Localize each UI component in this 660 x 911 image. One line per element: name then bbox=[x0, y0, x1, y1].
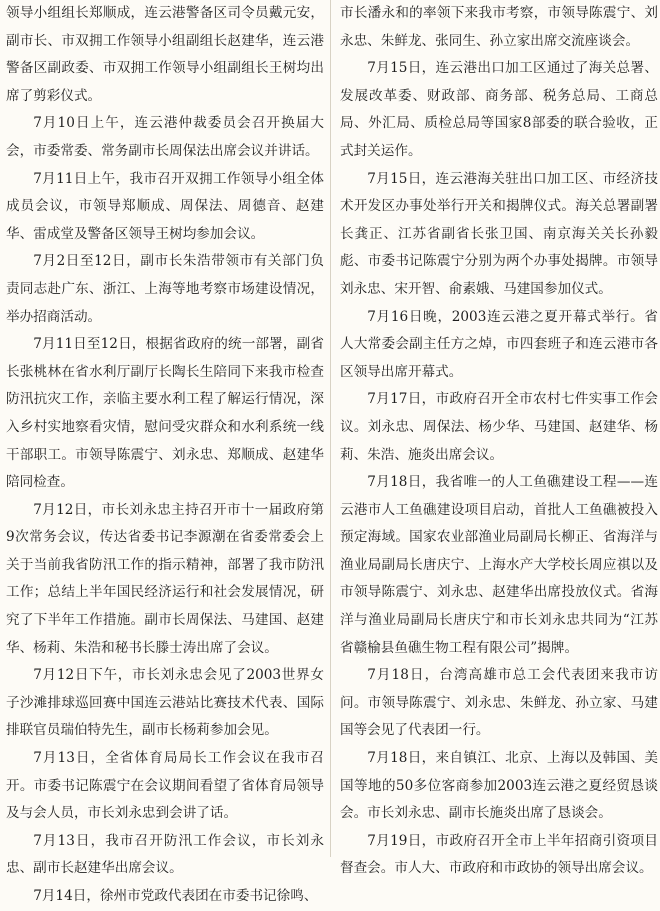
paragraph: 7月11日至12日，根据省政府的统一部署，副省长张桃林在省水利厅副厅长陶长生陪同下来我市检查防汛抗灾工作，亲临主要水利工程了解运行情况，深入乡村实地察看灾情，慰问受灾群众和水利系统一线干部职工。市领导陈震宁、刘永忠、郑顺成、赵建华陪同检查。 bbox=[6, 336, 324, 491]
paragraph: 7月2日至12日，副市长朱浩带领市有关部门负责同志赴广东、浙江、上海等地考察市场建设情况，举办招商活动。 bbox=[6, 253, 324, 325]
paragraph: 7月16日晚，2003连云港之夏开幕式举行。省人大常委会副主任方之焯，市四套班子和连云港市各区领导出席开幕式。 bbox=[340, 308, 658, 380]
paragraph: 7月14日，徐州市党政代表团在市委书记徐鸣、 bbox=[33, 888, 318, 904]
paragraph: 7月15日，连云港海关驻出口加工区、市经济技术开发区办事处举行开关和揭牌仪式。海关总署副署长龚正、江苏省副省长张卫国、南京海关关长孙毅彪、市委书记陈震宁分别为两个办事处揭牌。市领导刘永忠、宋开智、俞素娥、马建国参加仪式。 bbox=[340, 170, 658, 297]
right-column bbox=[340, 0, 658, 883]
paragraph: 7月13日，我市召开防汛工作会议，市长刘永忠、副市长赵建华出席会议。 bbox=[6, 832, 324, 877]
paragraph: 7月17日，市政府召开全市农村七件实事工作会议。刘永忠、周保法、杨少华、马建国、赵建华、杨莉、朱浩、施炎出席会议。 bbox=[340, 391, 658, 463]
paragraph: 7月19日，市政府召开全市上半年招商引资项目督查会。市人大、市政府和市政协的领导出席会议。 bbox=[340, 832, 658, 877]
paragraph: 7月12日，市长刘永忠主持召开市十一届政府第9次常务会议，传达省委书记李源潮在省委常委会上关于当前我省防汛工作的指示精神，部署了我市防汛工作；总结上半年国民经济运行和社会发展情况，研究了下半年工作措施。副市长周保法、马建国、赵建华、杨莉、朱浩和秘书长滕士涛出席了会议。 bbox=[6, 501, 324, 656]
paragraph: 7月18日，台湾高雄市总工会代表团来我市访问。市领导陈震宁、刘永忠、朱鲜龙、孙立家、马建国等会见了代表团一行。 bbox=[340, 667, 658, 739]
paragraph: 7月13日，全省体育局局长工作会议在我市召开。市委书记陈震宁在会议期间看望了省体育局领导及与会人员，市长刘永忠到会讲了话。 bbox=[6, 750, 324, 822]
column-divider bbox=[330, 0, 331, 857]
paragraph: 7月10日上午，连云港仲裁委员会召开换届大会，市委常委、常务副市长周保法出席会议并讲话。 bbox=[6, 115, 324, 159]
paragraph: 7月18日，我省唯一的人工鱼礁建设工程——连云港市人工鱼礁建设项目启动，首批人工鱼礁被投入预定海域。国家农业部渔业局副局长柳正、省海洋与渔业局副局长唐庆宁、上海水产大学校长周应祺以及市领导陈震宁、刘永忠、赵建华出席投放仪式。省海洋与渔业局副局长唐庆宁和市长刘永忠共同为“江苏省赣榆县鱼礁生物工程有限公司”揭牌。 bbox=[340, 474, 658, 656]
paragraph: 7月12日下午，市长刘永忠会见了2003世界女子沙滩排球巡回赛中国连云港站比赛技术代表、国际排联官员瑞伯特先生，副市长杨莉参加会见。 bbox=[6, 667, 324, 739]
paragraph: 7月11日上午，我市召开双拥工作领导小组全体成员会议，市领导郑顺成、周保法、周德音、赵建华、雷成堂及警备区领导王树均参加会议。 bbox=[6, 170, 324, 242]
paragraph: 7月18日，来自镇江、北京、上海以及韩国、美国等地的50多位客商参加2003连云港之夏经贸恳谈会。市长刘永忠、副市长施炎出席了恳谈会。 bbox=[340, 750, 658, 822]
paragraph: 市长潘永和的率领下来我市考察，市领导陈震宁、刘永忠、朱鲜龙、张同生、孙立家出席交流座谈会。 bbox=[340, 5, 658, 49]
paragraph: 7月15日，连云港出口加工区通过了海关总署、发展改革委、财政部、商务部、税务总局、工商总局、外汇局、质检总局等国家8部委的联合验收，正式封关运作。 bbox=[340, 60, 658, 159]
left-column bbox=[6, 0, 324, 911]
paragraph: 领导小组组长郑顺成，连云港警备区司令员戴元安，副市长、市双拥工作领导小组副组长赵建华，连云港警备区副政委、市双拥工作领导小组副组长王树均出席了剪彩仪式。 bbox=[6, 5, 324, 104]
